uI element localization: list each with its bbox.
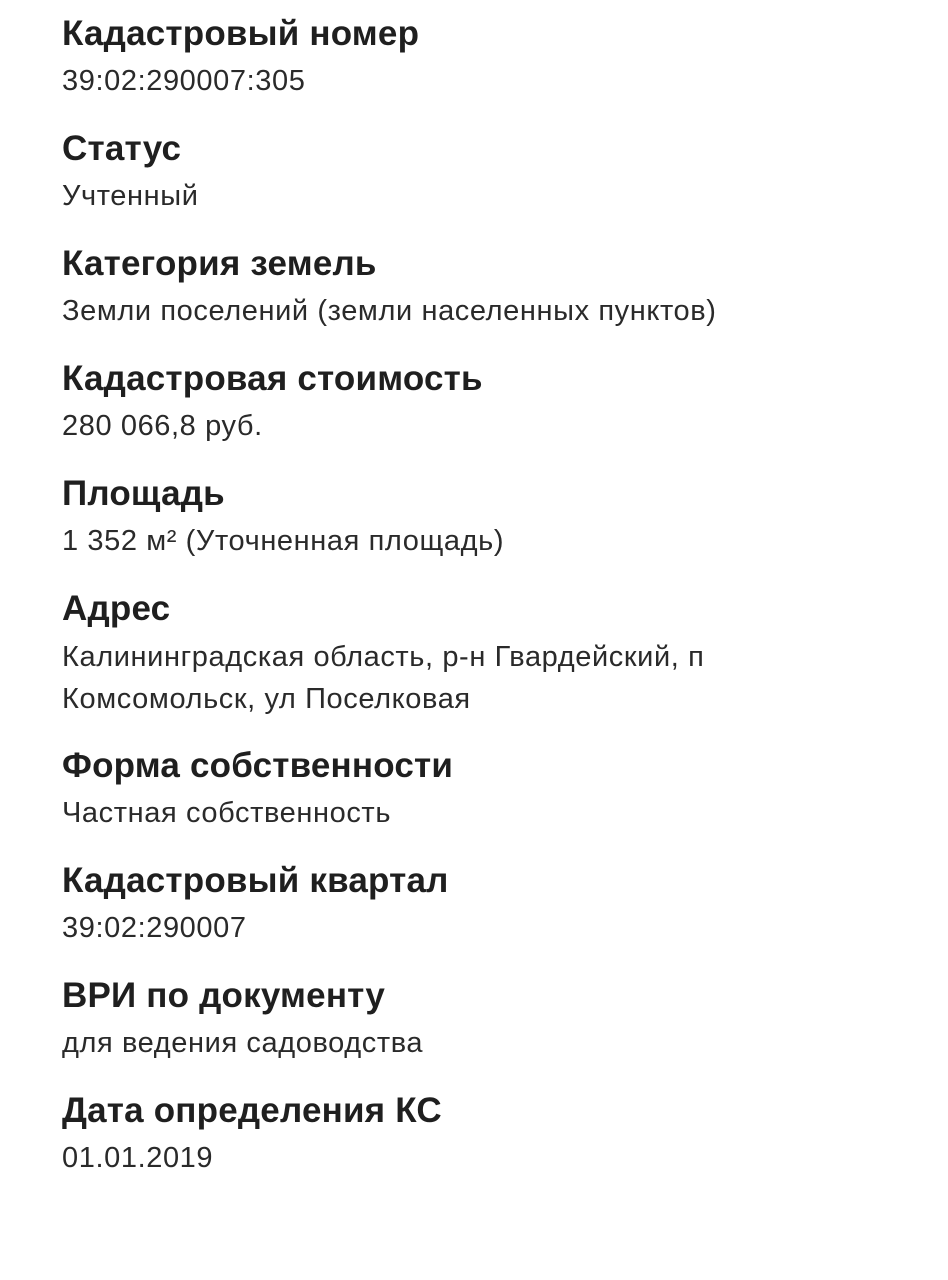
field-cadastral-value <box>62 355 922 450</box>
field-value: 01.01.2019 <box>62 1142 214 1174</box>
field-address <box>62 585 922 722</box>
field-land-category <box>62 240 922 335</box>
field-value: Калининградская область, р-н Гвардейский, п Комсомольск, ул Поселковая <box>62 641 705 715</box>
field-label: Площадь <box>62 474 225 513</box>
field-label: Категория земель <box>62 244 377 283</box>
field-label: Дата определения КС <box>62 1091 442 1130</box>
field-label: Статус <box>62 129 182 168</box>
field-label: Адрес <box>62 589 171 628</box>
field-cadastral-number <box>62 10 922 105</box>
field-value: Учтенный <box>62 180 199 212</box>
field-value: Земли поселений (земли населенных пунктов) <box>62 295 717 327</box>
field-value: для ведения садоводства <box>62 1027 424 1059</box>
field-ownership-form <box>62 742 922 837</box>
field-label: ВРИ по документу <box>62 976 386 1015</box>
field-value: 39:02:290007:305 <box>62 65 306 97</box>
field-area <box>62 470 922 565</box>
field-value: 39:02:290007 <box>62 912 247 944</box>
cadastral-details <box>62 10 922 1202</box>
field-status <box>62 125 922 220</box>
field-valuation-date <box>62 1087 922 1182</box>
field-label: Форма собственности <box>62 746 454 785</box>
field-cadastral-quarter <box>62 857 922 952</box>
field-value: 1 352 м² (Уточненная площадь) <box>62 525 505 557</box>
field-label: Кадастровая стоимость <box>62 359 483 398</box>
field-label: Кадастровый номер <box>62 14 420 53</box>
field-value: Частная собственность <box>62 797 392 829</box>
field-value: 280 066,8 руб. <box>62 410 263 442</box>
field-label: Кадастровый квартал <box>62 861 449 900</box>
field-permitted-use <box>62 972 922 1067</box>
